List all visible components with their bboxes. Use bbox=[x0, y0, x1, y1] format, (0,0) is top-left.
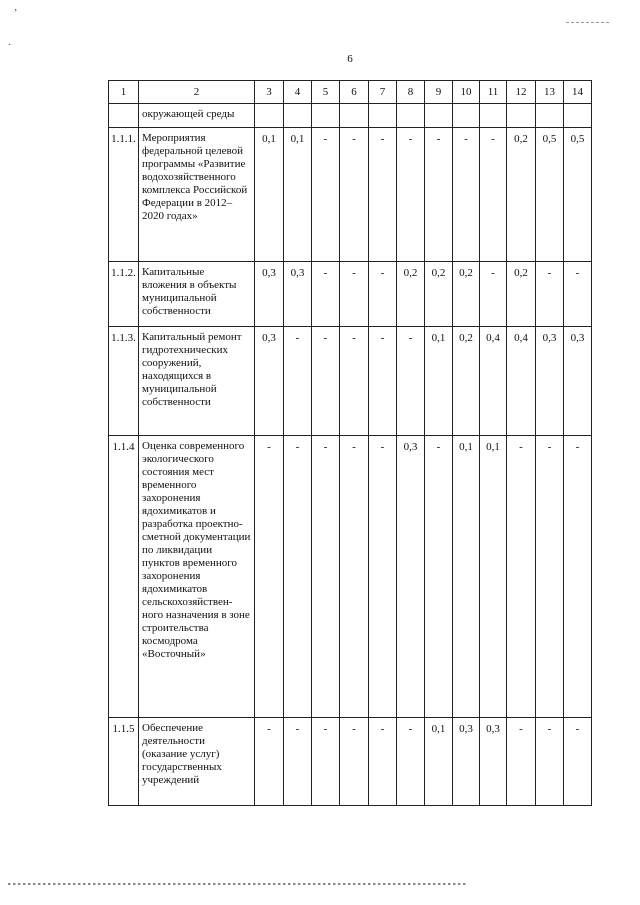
value-cell: 0,3 bbox=[480, 718, 507, 806]
value-cell: - bbox=[369, 128, 397, 262]
value-cell: - bbox=[312, 436, 340, 718]
value-cell: 0,3 bbox=[536, 327, 564, 436]
value-cell: - bbox=[564, 436, 592, 718]
value-cell: - bbox=[284, 436, 312, 718]
header-cell: 12 bbox=[507, 81, 536, 104]
value-cell: - bbox=[480, 262, 507, 327]
value-cell: - bbox=[564, 718, 592, 806]
value-cell: - bbox=[255, 718, 284, 806]
value-cell: 0,2 bbox=[453, 327, 480, 436]
value-cell: - bbox=[507, 436, 536, 718]
value-cell: 0,1 bbox=[425, 327, 453, 436]
row-name: Капитальные вложения в объекты муниципальной собственности bbox=[139, 262, 255, 327]
value-cell: 0,5 bbox=[536, 128, 564, 262]
header-cell: 5 bbox=[312, 81, 340, 104]
header-cell: 4 bbox=[284, 81, 312, 104]
scan-edge-line bbox=[8, 883, 468, 885]
value-cell: 0,3 bbox=[255, 262, 284, 327]
value-cell: - bbox=[284, 327, 312, 436]
value-cell: 0,1 bbox=[453, 436, 480, 718]
value-cell: - bbox=[340, 262, 369, 327]
value-cell: 0,2 bbox=[507, 128, 536, 262]
value-cell: 0,1 bbox=[255, 128, 284, 262]
value-cell: 0,1 bbox=[425, 718, 453, 806]
header-cell: 8 bbox=[397, 81, 425, 104]
value-cell: - bbox=[397, 327, 425, 436]
scan-mark-top-left: ʼ bbox=[14, 8, 18, 19]
value-cell: - bbox=[369, 436, 397, 718]
value-cell: 0,2 bbox=[397, 262, 425, 327]
value-cell: - bbox=[507, 718, 536, 806]
value-cell: 0,2 bbox=[425, 262, 453, 327]
row-name: Капитальный ремонт гидротехнических сооружений, находящихся в муниципальной собственности bbox=[139, 327, 255, 436]
row-number: 1.1.3. bbox=[109, 327, 139, 436]
row-name: Оценка современного экологического состояния мест временного захоронения ядохимикатов и разработка проектно-сметной документации по ликвидации пунктов временного захоронения ядохимикатов сельскохозяйствен-ного назначения в зоне строительства космодрома «Восточный» bbox=[139, 436, 255, 718]
header-cell: 11 bbox=[480, 81, 507, 104]
header-cell: 7 bbox=[369, 81, 397, 104]
value-cell: - bbox=[536, 436, 564, 718]
value-cell: 0,3 bbox=[564, 327, 592, 436]
header-cell: 13 bbox=[536, 81, 564, 104]
value-cell: 0,5 bbox=[564, 128, 592, 262]
table-row bbox=[109, 327, 592, 436]
value-cell: - bbox=[425, 128, 453, 262]
value-cell: - bbox=[480, 128, 507, 262]
value-cell: - bbox=[340, 436, 369, 718]
scan-mark-left: · bbox=[8, 40, 12, 51]
value-cell: - bbox=[340, 718, 369, 806]
table-row bbox=[109, 718, 592, 806]
row-number: 1.1.2. bbox=[109, 262, 139, 327]
header-row bbox=[109, 81, 592, 104]
value-cell: - bbox=[425, 436, 453, 718]
value-cell: - bbox=[564, 262, 592, 327]
value-cell: 0,2 bbox=[507, 262, 536, 327]
header-cell: 3 bbox=[255, 81, 284, 104]
value-cell: - bbox=[312, 262, 340, 327]
value-cell: - bbox=[453, 128, 480, 262]
value-cell: 0,4 bbox=[507, 327, 536, 436]
value-cell: 0,3 bbox=[284, 262, 312, 327]
value-cell: 0,3 bbox=[255, 327, 284, 436]
data-table bbox=[108, 80, 592, 806]
header-cell: 2 bbox=[139, 81, 255, 104]
table-row bbox=[109, 128, 592, 262]
table-row bbox=[109, 436, 592, 718]
continuation-row bbox=[109, 104, 592, 128]
value-cell: - bbox=[369, 327, 397, 436]
value-cell: 0,2 bbox=[453, 262, 480, 327]
value-cell: 0,3 bbox=[397, 436, 425, 718]
value-cell: - bbox=[536, 262, 564, 327]
page-number: 6 bbox=[347, 53, 353, 65]
table-row bbox=[109, 262, 592, 327]
value-cell: - bbox=[369, 262, 397, 327]
value-cell: - bbox=[397, 718, 425, 806]
value-cell: 0,4 bbox=[480, 327, 507, 436]
value-cell: - bbox=[312, 327, 340, 436]
value-cell: - bbox=[312, 128, 340, 262]
value-cell: - bbox=[340, 327, 369, 436]
header-cell: 10 bbox=[453, 81, 480, 104]
row-name: Обеспечение деятельности (оказание услуг) государственных учреждений bbox=[139, 718, 255, 806]
value-cell: - bbox=[284, 718, 312, 806]
header-cell: 1 bbox=[109, 81, 139, 104]
header-cell: 6 bbox=[340, 81, 369, 104]
value-cell: - bbox=[369, 718, 397, 806]
value-cell: - bbox=[397, 128, 425, 262]
value-cell: - bbox=[255, 436, 284, 718]
value-cell: 0,1 bbox=[284, 128, 312, 262]
value-cell: - bbox=[536, 718, 564, 806]
value-cell: 0,3 bbox=[453, 718, 480, 806]
header-cell: 9 bbox=[425, 81, 453, 104]
row-name: Мероприятия федеральной целевой программы «Развитие водохозяйственного комплекса Российской Федерации в 2012–2020 годах» bbox=[139, 128, 255, 262]
row-number: 1.1.1. bbox=[109, 128, 139, 262]
row-number: 1.1.4 bbox=[109, 436, 139, 718]
value-cell: 0,1 bbox=[480, 436, 507, 718]
header-cell: 14 bbox=[564, 81, 592, 104]
value-cell: - bbox=[312, 718, 340, 806]
row-number: 1.1.5 bbox=[109, 718, 139, 806]
value-cell: - bbox=[340, 128, 369, 262]
num-cell bbox=[109, 104, 139, 128]
name-cell: окружающей среды bbox=[139, 104, 255, 128]
scan-mark-top-right bbox=[566, 22, 610, 23]
